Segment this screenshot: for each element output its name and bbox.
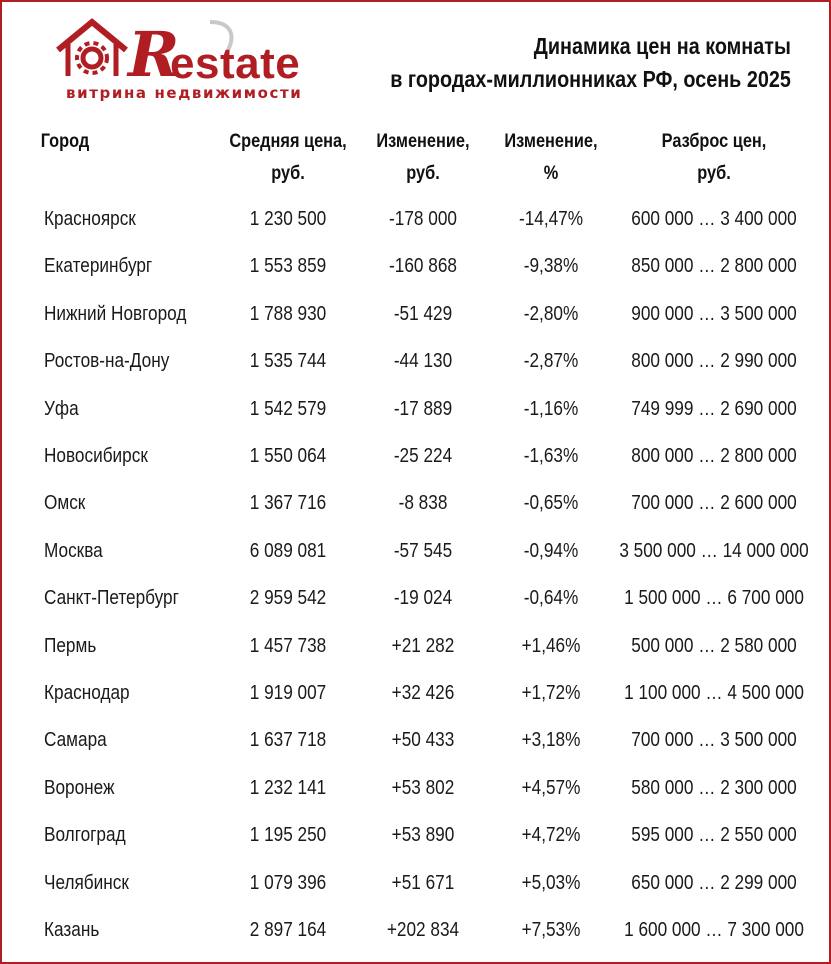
avg-price-cell: 1 788 930 (249, 302, 327, 325)
avg-price-cell: 1 232 141 (249, 776, 327, 799)
city-cell: Пермь (44, 634, 97, 657)
brand-name: estate (170, 39, 301, 88)
header-city-label: Город (40, 131, 90, 152)
price-range-cell: 1 500 000 … 6 700 000 (624, 587, 804, 610)
avg-price-cell: 1 919 007 (249, 682, 327, 704)
city-cell: Омск (44, 492, 86, 515)
table-row (2, 773, 829, 820)
table-row (2, 725, 829, 772)
table-row (2, 631, 829, 678)
change-pct-cell: -0,64% (523, 587, 579, 610)
city-cell: Нижний Новгород (44, 302, 187, 325)
price-range-cell: 749 999 … 2 690 000 (631, 397, 797, 420)
header-range-line2: руб. (697, 163, 731, 184)
change-pct-cell: +7,53% (521, 919, 581, 941)
change-rub-cell: -25 224 (393, 445, 453, 467)
change-rub-cell: -17 889 (393, 397, 453, 420)
city-cell: Екатеринбург (44, 255, 153, 278)
house-gear-icon (54, 16, 134, 82)
avg-price-cell: 1 230 500 (249, 208, 327, 230)
table-row (2, 820, 829, 867)
table-row (2, 488, 829, 535)
price-range-cell: 700 000 … 2 600 000 (631, 492, 797, 515)
price-range-cell: 1 100 000 … 4 500 000 (624, 682, 804, 704)
city-cell: Казань (44, 919, 100, 941)
change-rub-cell: +50 433 (391, 729, 455, 752)
brand-tagline: витрина недвижимости (66, 84, 303, 102)
change-pct-cell: +5,03% (521, 871, 581, 894)
city-cell: Волгоград (44, 824, 126, 847)
change-pct-cell: -2,80% (523, 302, 579, 325)
change-rub-cell: +53 802 (391, 776, 455, 799)
city-cell: Ростов-на-Дону (44, 350, 170, 373)
price-range-cell: 850 000 … 2 800 000 (631, 255, 797, 278)
table-row (2, 915, 829, 962)
title-line-2: в городах-миллионниках РФ, осень 2025 (390, 66, 791, 92)
city-cell: Челябинск (44, 871, 129, 894)
table-row (2, 868, 829, 915)
city-cell: Самара (44, 729, 107, 752)
change-rub-cell: -160 868 (389, 255, 457, 278)
avg-price-cell: 1 535 744 (249, 350, 327, 373)
avg-price-cell: 1 550 064 (249, 445, 327, 467)
header-change-rub-line2: руб. (406, 163, 440, 184)
change-pct-cell: -1,16% (523, 397, 579, 420)
avg-price-cell: 1 079 396 (249, 871, 327, 894)
city-cell: Новосибирск (44, 445, 148, 467)
change-pct-cell: +4,72% (521, 824, 581, 847)
city-cell: Краснодар (44, 682, 130, 704)
change-pct-cell: +4,57% (521, 776, 581, 799)
price-range-cell: 580 000 … 2 300 000 (631, 776, 797, 799)
price-range-cell: 500 000 … 2 580 000 (631, 634, 797, 657)
change-pct-cell: +1,46% (521, 634, 581, 657)
change-pct-cell: +3,18% (521, 729, 581, 752)
change-pct-cell: -0,65% (523, 492, 579, 515)
change-rub-cell: +21 282 (391, 634, 455, 657)
change-rub-cell: +51 671 (391, 871, 455, 894)
avg-price-cell: 1 637 718 (249, 729, 327, 752)
city-cell: Воронеж (44, 776, 115, 799)
brand-initial: R (128, 18, 180, 91)
page-title (390, 30, 791, 96)
avg-price-cell: 1 542 579 (249, 397, 327, 420)
price-range-cell: 800 000 … 2 990 000 (631, 350, 797, 373)
city-cell: Уфа (44, 397, 79, 420)
table-row (2, 346, 829, 393)
change-rub-cell: -178 000 (389, 208, 457, 230)
header-avg-price-line1: Средняя цена, (229, 131, 347, 152)
table-row (2, 299, 829, 346)
change-pct-cell: -2,87% (523, 350, 579, 373)
city-cell: Москва (44, 539, 103, 562)
table-row (2, 251, 829, 298)
table-row (2, 204, 829, 251)
avg-price-cell: 2 959 542 (249, 587, 327, 610)
header-change-pct-line2: % (543, 163, 559, 184)
header-city (0, 126, 190, 196)
price-range-cell: 700 000 … 3 500 000 (631, 729, 797, 752)
change-pct-cell: -9,38% (523, 255, 579, 278)
change-pct-cell: +1,72% (521, 682, 581, 704)
price-range-cell: 900 000 … 3 500 000 (631, 302, 797, 325)
change-pct-cell: -14,47% (518, 208, 584, 230)
avg-price-cell: 1 367 716 (249, 492, 327, 515)
table-row (2, 678, 829, 725)
table-row (2, 394, 829, 441)
header-range (594, 126, 831, 196)
table-row (2, 536, 829, 583)
table-row (2, 441, 829, 488)
change-pct-cell: -0,94% (523, 539, 579, 562)
change-rub-cell: +53 890 (391, 824, 455, 847)
price-range-cell: 650 000 … 2 299 000 (631, 871, 797, 894)
avg-price-cell: 6 089 081 (249, 539, 327, 562)
price-range-cell: 1 600 000 … 7 300 000 (624, 919, 804, 941)
avg-price-cell: 2 897 164 (249, 919, 327, 941)
header-avg-price-line2: руб. (271, 163, 305, 184)
avg-price-cell: 1 553 859 (249, 255, 327, 278)
city-cell: Санкт-Петербург (44, 587, 179, 610)
city-cell: Красноярск (44, 208, 136, 230)
header-change-pct-line1: Изменение, (504, 131, 598, 152)
change-rub-cell: -57 545 (393, 539, 453, 562)
change-rub-cell: -44 130 (393, 350, 453, 373)
change-rub-cell: -19 024 (393, 587, 453, 610)
price-range-cell: 800 000 … 2 800 000 (631, 445, 797, 467)
title-line-1: Динамика цен на комнаты (533, 33, 791, 59)
change-rub-cell: +202 834 (386, 919, 460, 941)
header-range-line1: Разброс цен, (661, 131, 767, 152)
change-pct-cell: -1,63% (523, 445, 579, 467)
change-rub-cell: -51 429 (393, 302, 453, 325)
price-range-cell: 3 500 000 … 14 000 000 (619, 539, 809, 562)
restate-logo (54, 16, 324, 108)
table-row (2, 583, 829, 630)
change-rub-cell: +32 426 (391, 682, 455, 704)
avg-price-cell: 1 457 738 (249, 634, 327, 657)
price-range-cell: 600 000 … 3 400 000 (631, 208, 797, 230)
change-rub-cell: -8 838 (398, 492, 448, 515)
header-change-rub-line1: Изменение, (376, 131, 470, 152)
avg-price-cell: 1 195 250 (249, 824, 327, 847)
price-range-cell: 595 000 … 2 550 000 (631, 824, 797, 847)
